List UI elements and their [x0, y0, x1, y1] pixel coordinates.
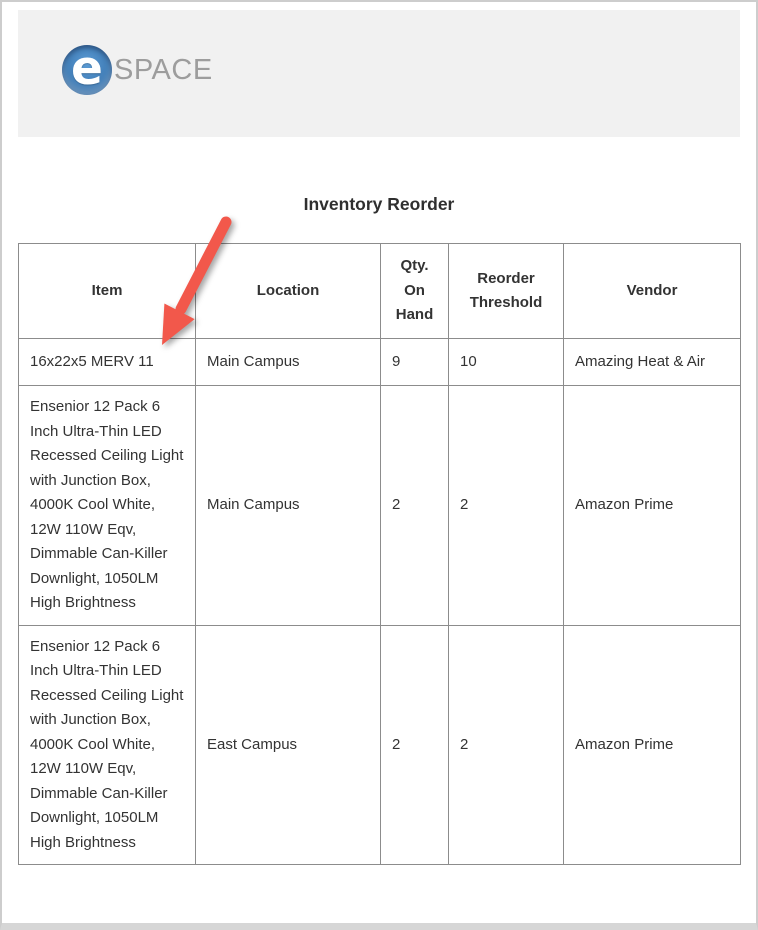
column-header: Vendor	[564, 244, 741, 339]
column-header: Qty. On Hand	[381, 244, 449, 339]
cell-item: Ensenior 12 Pack 6 Inch Ultra-Thin LED Recessed Ceiling Light with Junction Box, 4000K Cool White, 12W 110W Eqv, Dimmable Can-Killer Downlight, 1050LM High Brightness	[19, 386, 196, 626]
cell-vendor: Amazing Heat & Air	[564, 339, 741, 386]
table-row	[19, 625, 741, 865]
logo-wordmark: SPACE	[114, 53, 213, 86]
table-header-row	[19, 244, 741, 339]
espace-logo-icon	[62, 40, 112, 96]
cell-qty-on-hand: 9	[381, 339, 449, 386]
email-header-banner	[18, 10, 740, 137]
cell-location: Main Campus	[196, 339, 381, 386]
inventory-reorder-table	[18, 243, 741, 865]
cell-vendor: Amazon Prime	[564, 386, 741, 626]
cell-qty-on-hand: 2	[381, 386, 449, 626]
cell-qty-on-hand: 2	[381, 625, 449, 865]
table-row	[19, 339, 741, 386]
cell-reorder-threshold: 10	[449, 339, 564, 386]
cell-reorder-threshold: 2	[449, 625, 564, 865]
cell-reorder-threshold: 2	[449, 386, 564, 626]
column-header: Item	[19, 244, 196, 339]
cell-item: Ensenior 12 Pack 6 Inch Ultra-Thin LED Recessed Ceiling Light with Junction Box, 4000K Cool White, 12W 110W Eqv, Dimmable Can-Killer Downlight, 1050LM High Brightness	[19, 625, 196, 865]
page-title: Inventory Reorder	[303, 194, 455, 214]
cell-vendor: Amazon Prime	[564, 625, 741, 865]
cell-item: 16x22x5 MERV 11	[19, 339, 196, 386]
column-header: Reorder Threshold	[449, 244, 564, 339]
logo-letter: e	[71, 40, 103, 96]
cell-location: East Campus	[196, 625, 381, 865]
column-header: Location	[196, 244, 381, 339]
table-row	[19, 386, 741, 626]
cell-location: Main Campus	[196, 386, 381, 626]
espace-logo	[62, 40, 213, 96]
